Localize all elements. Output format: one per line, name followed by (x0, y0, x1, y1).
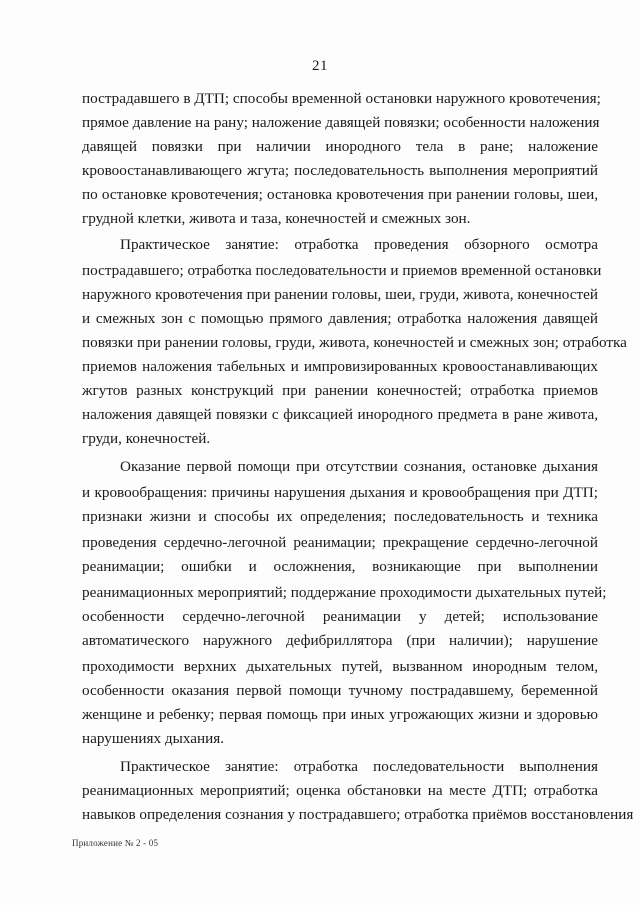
text-line: реанимационных мероприятий; оценка обстановки на месте ДТП; отработка (82, 782, 598, 799)
text-line: особенности оказания первой помощи тучному пострадавшему, беременной (82, 682, 598, 699)
text-line: наружного кровотечения при ранении головы, шеи, груди, живота, конечностей (82, 286, 598, 303)
text-line: признаки жизни и способы их определения; последовательность и техника (82, 508, 598, 525)
text-line: и кровообращения: причины нарушения дыхания и кровообращения при ДТП; (82, 484, 598, 501)
text-line: нарушениях дыхания. (82, 730, 225, 747)
text-line: реанимации; ошибки и осложнения, возникающие при выполнении (82, 558, 598, 575)
text-line: груди, конечностей. (82, 430, 211, 447)
paragraph-start-line: Практическое занятие: отработка проведения обзорного осмотра (120, 236, 598, 253)
text-line: жгутов разных конструкций при ранении конечностей; отработка приемов (82, 382, 598, 399)
text-line: прямое давление на рану; наложение давящей повязки; особенности наложения (82, 114, 600, 131)
text-line: проведения сердечно-легочной реанимации; прекращение сердечно-легочной (82, 534, 598, 551)
text-line: пострадавшего; отработка последовательности и приемов временной остановки (82, 262, 602, 279)
text-line: реанимационных мероприятий; поддержание проходимости дыхательных путей; (82, 584, 607, 601)
text-line: грудной клетки, живота и таза, конечностей и смежных зон. (82, 210, 471, 227)
text-line: наложения давящей повязки с фиксацией инородного предмета в ране живота, (82, 406, 598, 423)
paragraph-start-line: Оказание первой помощи при отсутствии сознания, остановке дыхания (120, 458, 598, 475)
text-line: автоматического наружного дефибриллятора (при наличии); нарушение (82, 632, 598, 649)
text-line: навыков определения сознания у пострадавшего; отработка приёмов восстановления (82, 806, 634, 823)
text-line: повязки при ранении головы, груди, живота, конечностей и смежных зон; отработка (82, 334, 627, 351)
text-line: кровоостанавливающего жгута; последовательность выполнения мероприятий (82, 162, 598, 179)
page-footer: Приложение № 2 - 05 (72, 838, 159, 848)
text-line: по остановке кровотечения; остановка кровотечения при ранении головы, шеи, (82, 186, 598, 203)
text-line: женщине и ребенку; первая помощь при иных угрожающих жизни и здоровью (82, 706, 598, 723)
text-line: давящей повязки при наличии инородного тела в ране; наложение (82, 138, 598, 155)
text-line: пострадавшего в ДТП; способы временной остановки наружного кровотечения; (82, 90, 601, 107)
paragraph-start-line: Практическое занятие: отработка последовательности выполнения (120, 758, 598, 775)
page-number: 21 (312, 58, 328, 74)
text-line: особенности сердечно-легочной реанимации у детей; использование (82, 608, 598, 625)
text-line: проходимости верхних дыхательных путей, вызванном инородным телом, (82, 658, 598, 675)
text-line: приемов наложения табельных и импровизированных кровоостанавливающих (82, 358, 598, 375)
text-line: и смежных зон с помощью прямого давления; отработка наложения давящей (82, 310, 598, 327)
